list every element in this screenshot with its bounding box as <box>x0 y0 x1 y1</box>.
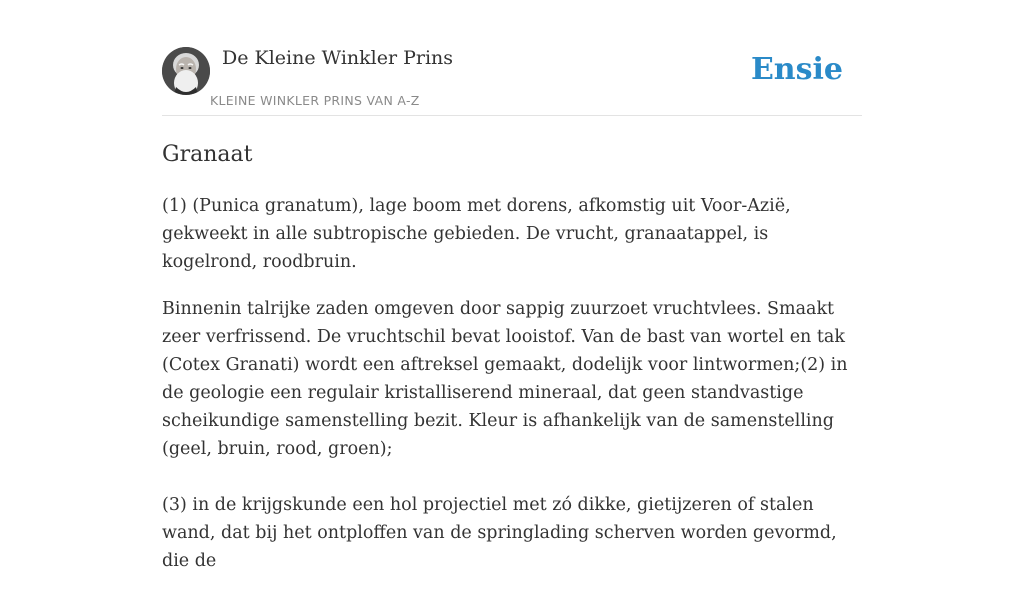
paragraph-1: (1) (Punica granatum), lage boom met dorens, afkomstig uit Voor-Azië, gekweekt in alle subtropische gebieden. De vrucht, granaatappel, is kogelrond, roodbruin. <box>162 196 791 272</box>
author-name[interactable]: De Kleine Winkler Prins <box>222 47 454 69</box>
page-container <box>162 0 862 571</box>
source-label[interactable]: KLEINE WINKLER PRINS VAN A-Z <box>210 93 420 108</box>
portrait-icon <box>162 47 210 95</box>
header <box>162 0 862 116</box>
paragraph-3: (3) in de krijgskunde een hol projectiel met zó dikke, gietijzeren of stalen wand, dat bij het ontploffen van de springlading scherven worden gevormd, die de <box>162 495 837 571</box>
article-body <box>162 192 862 594</box>
article-title: Granaat <box>162 142 253 167</box>
author-avatar[interactable] <box>162 47 210 95</box>
paragraph-2: Binnenin talrijke zaden omgeven door sappig zuurzoet vruchtvlees. Smaakt zeer verfrissend. De vruchtschil bevat looistof. Van de bast van wortel en tak (Cotex Granati) wordt een aftreksel gemaakt, dodelijk voor lintwormen;(2) in de geologie een regulair kristalliserend mineraal, dat geen standvastige scheikundige samenstelling bezit. Kleur is afhankelijk van de samenstelling (geel, bruin, rood, groen); <box>162 299 848 459</box>
brand-logo[interactable]: Ensie <box>750 52 843 87</box>
